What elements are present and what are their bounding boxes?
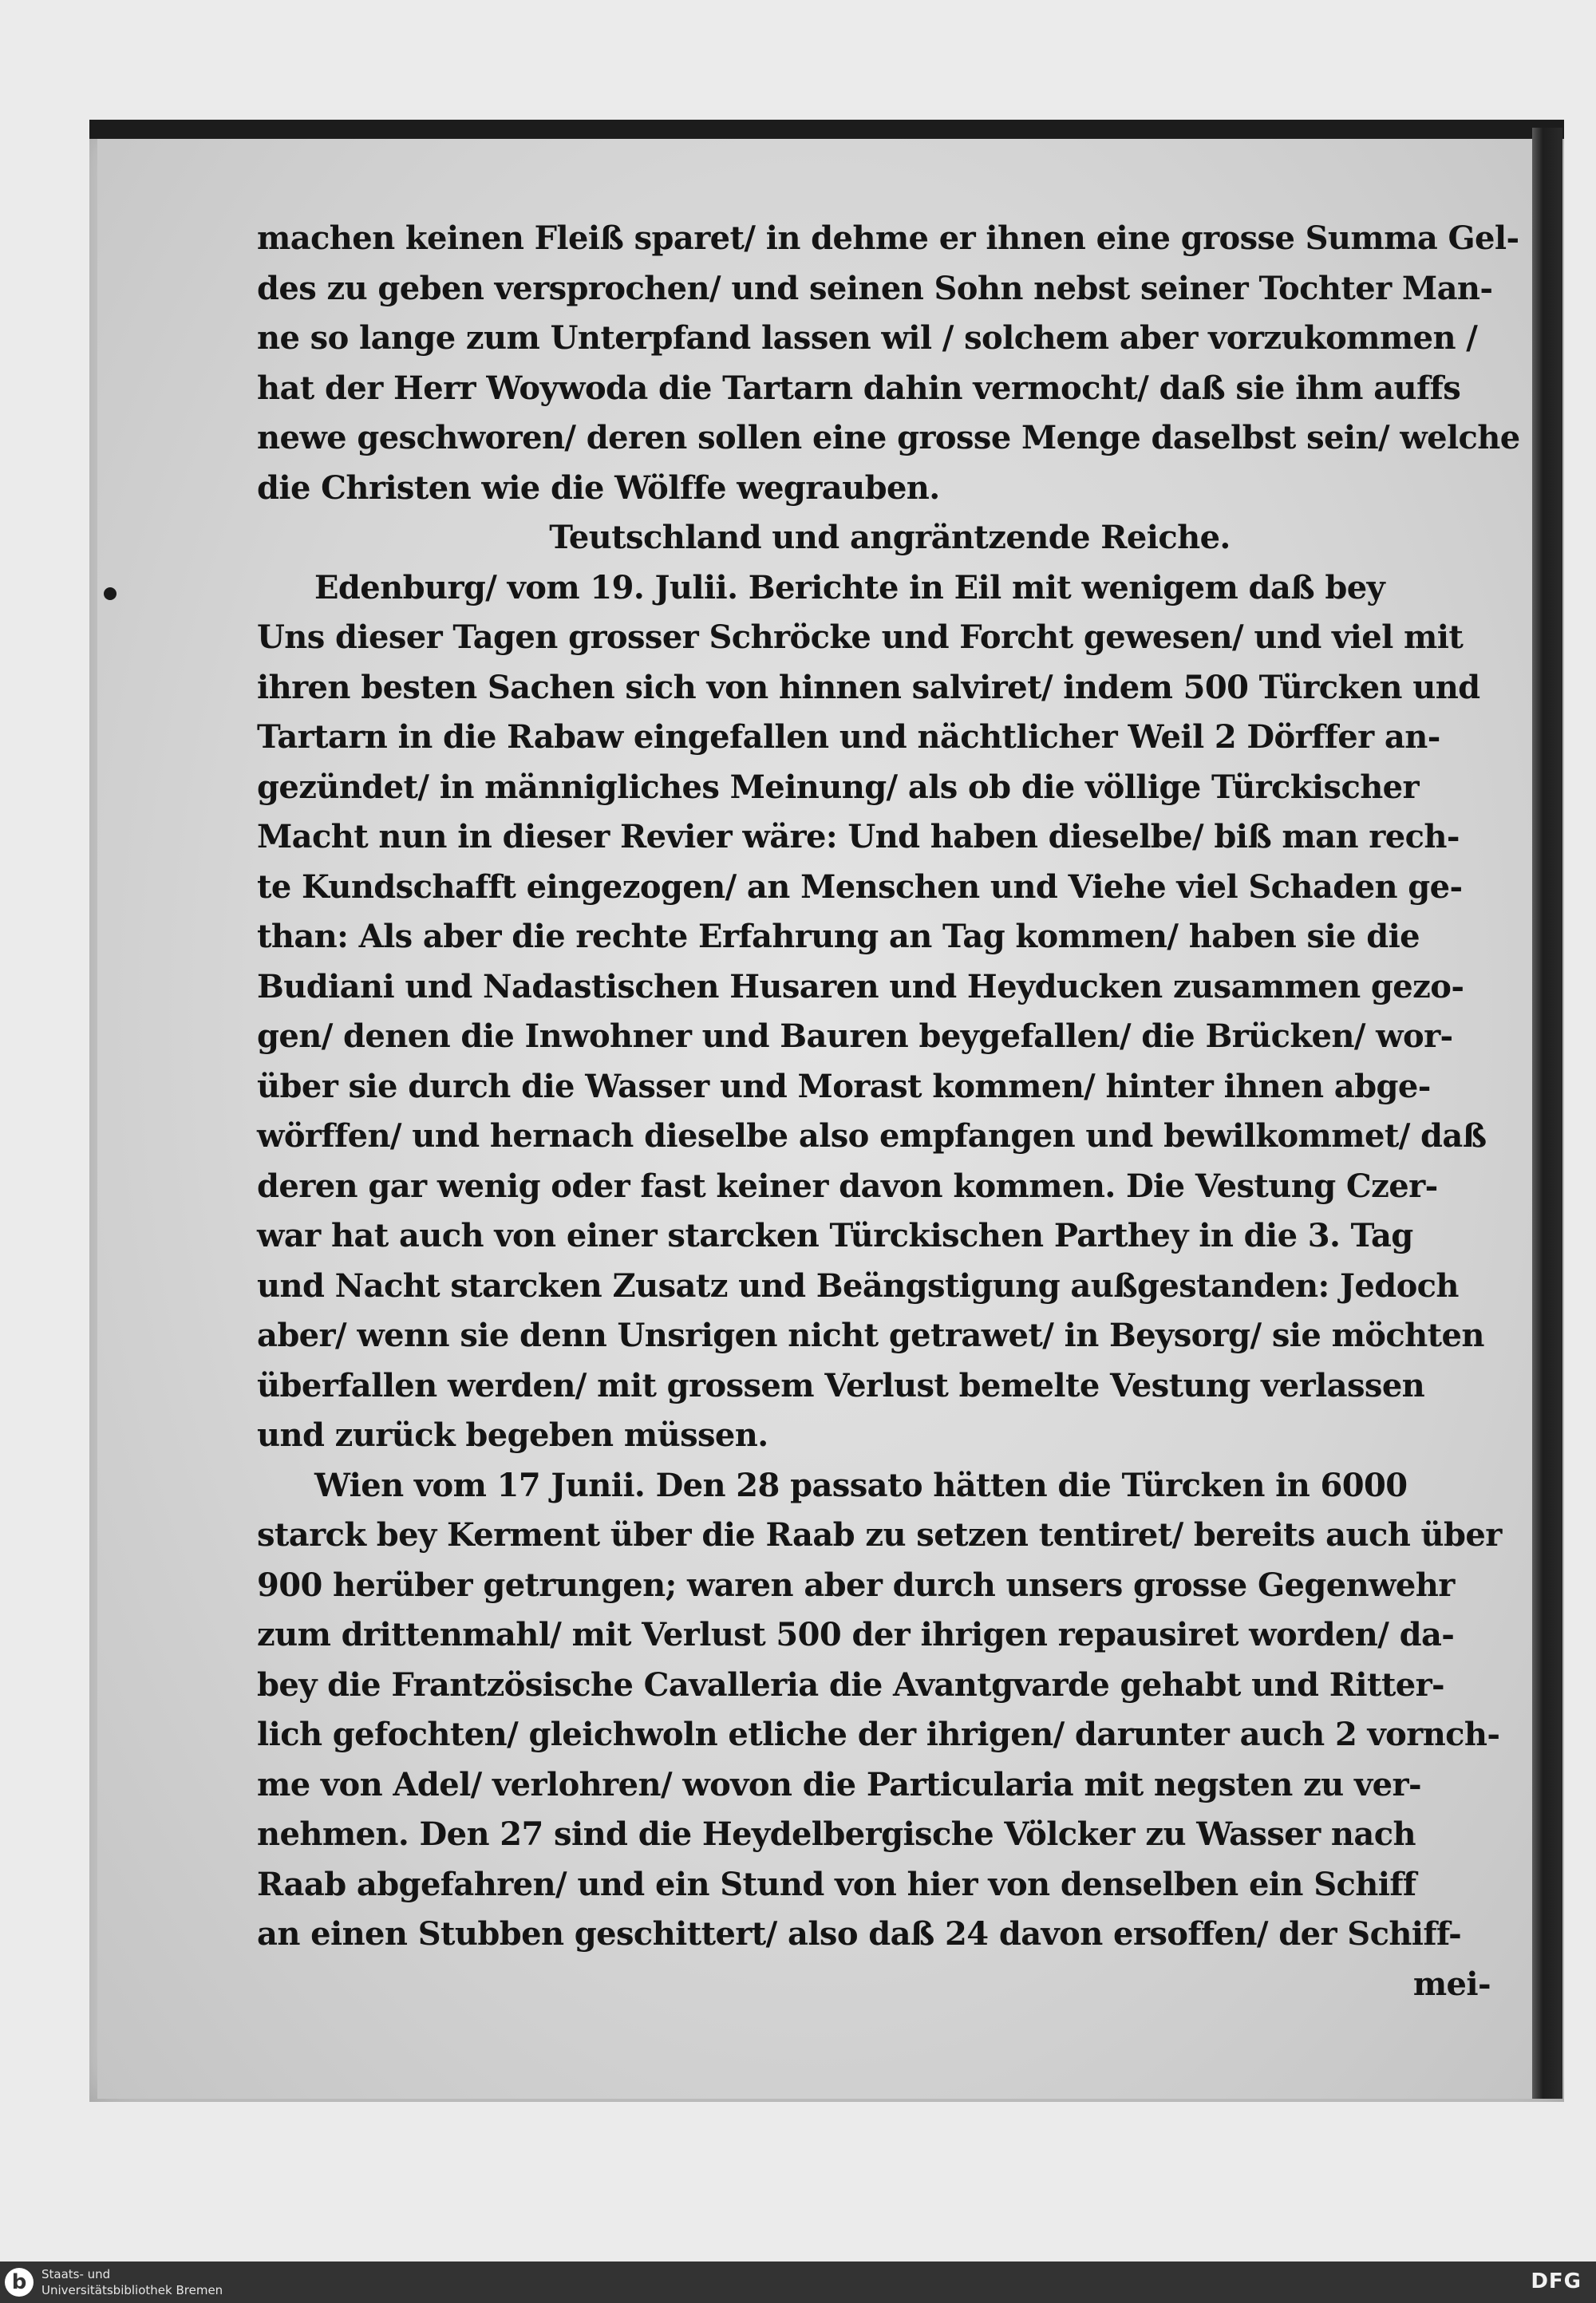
text-line: Edenburg/ vom 19. Julii. Berichte in Eil mit wenigem daß bey (314, 568, 1385, 606)
text-line: bey die Frantzösische Cavalleria die Avantgvarde gehabt und Ritter- (257, 1665, 1445, 1704)
text-line: hat der Herr Woywoda die Tartarn dahin vermocht/ daß sie ihm auffs (257, 369, 1461, 407)
text-line: Tartarn in die Rabaw eingefallen und nächtlicher Weil 2 Dörffer an- (257, 718, 1440, 756)
text-line: die Christen wie die Wölffe wegrauben. (257, 468, 940, 507)
text-line: than: Als aber die rechte Erfahrung an Tag kommen/ haben sie die (257, 918, 1420, 955)
text-line: war hat auch von einer starcken Türckischen Parthey in die 3. Tag (257, 1217, 1413, 1254)
text-line: über sie durch die Wasser und Morast kommen/ hinter ihnen abge- (257, 1067, 1431, 1105)
text-line: und zurück begeben müssen. (257, 1416, 768, 1454)
text-line: Uns dieser Tagen grosser Schröcke und Forcht gewesen/ und viel mit (257, 618, 1464, 656)
text-line: ihren besten Sachen sich von hinnen salviret/ indem 500 Türcken und (257, 668, 1480, 706)
text-line: überfallen werden/ mit grossem Verlust bemelte Vestung verlassen (257, 1366, 1425, 1404)
text-line: Wien vom 17 Junii. Den 28 passato hätten die Türcken in 6000 (314, 1466, 1408, 1504)
viewer-footer (0, 2262, 1596, 2303)
text-line: aber/ wenn sie denn Unsrigen nicht getrawet/ in Beysorg/ sie möchten (257, 1317, 1484, 1354)
text-line: me von Adel/ verlohren/ wovon die Particularia mit negsten zu ver- (257, 1765, 1421, 1803)
text-line: starck bey Kerment über die Raab zu setzen tentiret/ bereits auch über (257, 1516, 1502, 1554)
text-line: deren gar wenig oder fast keiner davon kommen. Die Vestung Czer- (257, 1167, 1438, 1205)
section-heading: Teutschland und angräntzende Reiche. (549, 519, 1231, 556)
text-line: zum drittenmahl/ mit Verlust 500 der ihrigen repausiret worden/ da- (257, 1616, 1455, 1653)
library-logo-icon: b (5, 2268, 34, 2297)
text-line: nehmen. Den 27 sind die Heydelbergische Völcker zu Wasser nach (257, 1815, 1416, 1853)
text-line: wörffen/ und hernach dieselbe also empfangen und bewilkommet/ daß (257, 1117, 1487, 1155)
text-line: gen/ denen die Inwohner und Bauren beygefallen/ die Brücken/ wor- (257, 1017, 1453, 1055)
page-binding-edge (1532, 128, 1562, 2099)
library-name-line2: Universitätsbibliothek Bremen (41, 2283, 223, 2297)
catchword: mei- (1412, 1965, 1491, 2003)
text-line: 900 herüber getrungen; waren aber durch unsers grosse Gegenwehr (257, 1566, 1455, 1604)
dfg-logo: DFG (1531, 2269, 1582, 2293)
text-line: lich gefochten/ gleichwoln etliche der ihrigen/ darunter auch 2 vornch- (257, 1716, 1500, 1753)
library-name (41, 2266, 223, 2298)
text-line: te Kundschafft eingezogen/ an Menschen und Viehe viel Schaden ge- (257, 867, 1463, 906)
text-line: an einen Stubben geschittert/ also daß 24 davon ersoffen/ der Schiff- (257, 1915, 1462, 1953)
text-line: des zu geben versprochen/ und seinen Sohn nebst seiner Tochter Man- (257, 269, 1493, 307)
text-line: Budiani und Nadastischen Husaren und Heyducken zusammen gezo- (257, 967, 1464, 1005)
text-line: Raab abgefahren/ und ein Stund von hier von denselben ein Schiff (257, 1865, 1416, 1903)
text-line: machen keinen Fleiß sparet/ in dehme er ihnen eine grosse Summa Gel- (257, 219, 1519, 257)
text-line: newe geschworen/ deren sollen eine grosse Menge daselbst sein/ welche (257, 419, 1520, 456)
margin-ink-dot (104, 587, 117, 600)
text-line: und Nacht starcken Zusatz und Beängstigung außgestanden: Jedoch (257, 1266, 1459, 1305)
document-text (257, 214, 1520, 2009)
text-line: ne so lange zum Unterpfand lassen wil / solchem aber vorzukommen / (257, 319, 1478, 357)
text-line: Macht nun in dieser Revier wäre: Und haben dieselbe/ biß man rech- (257, 818, 1460, 855)
text-line: gezündet/ in männigliches Meinung/ als ob die völlige Türckischer (257, 768, 1420, 806)
page-top-edge (89, 120, 1564, 139)
library-name-line1: Staats- und (41, 2267, 111, 2281)
